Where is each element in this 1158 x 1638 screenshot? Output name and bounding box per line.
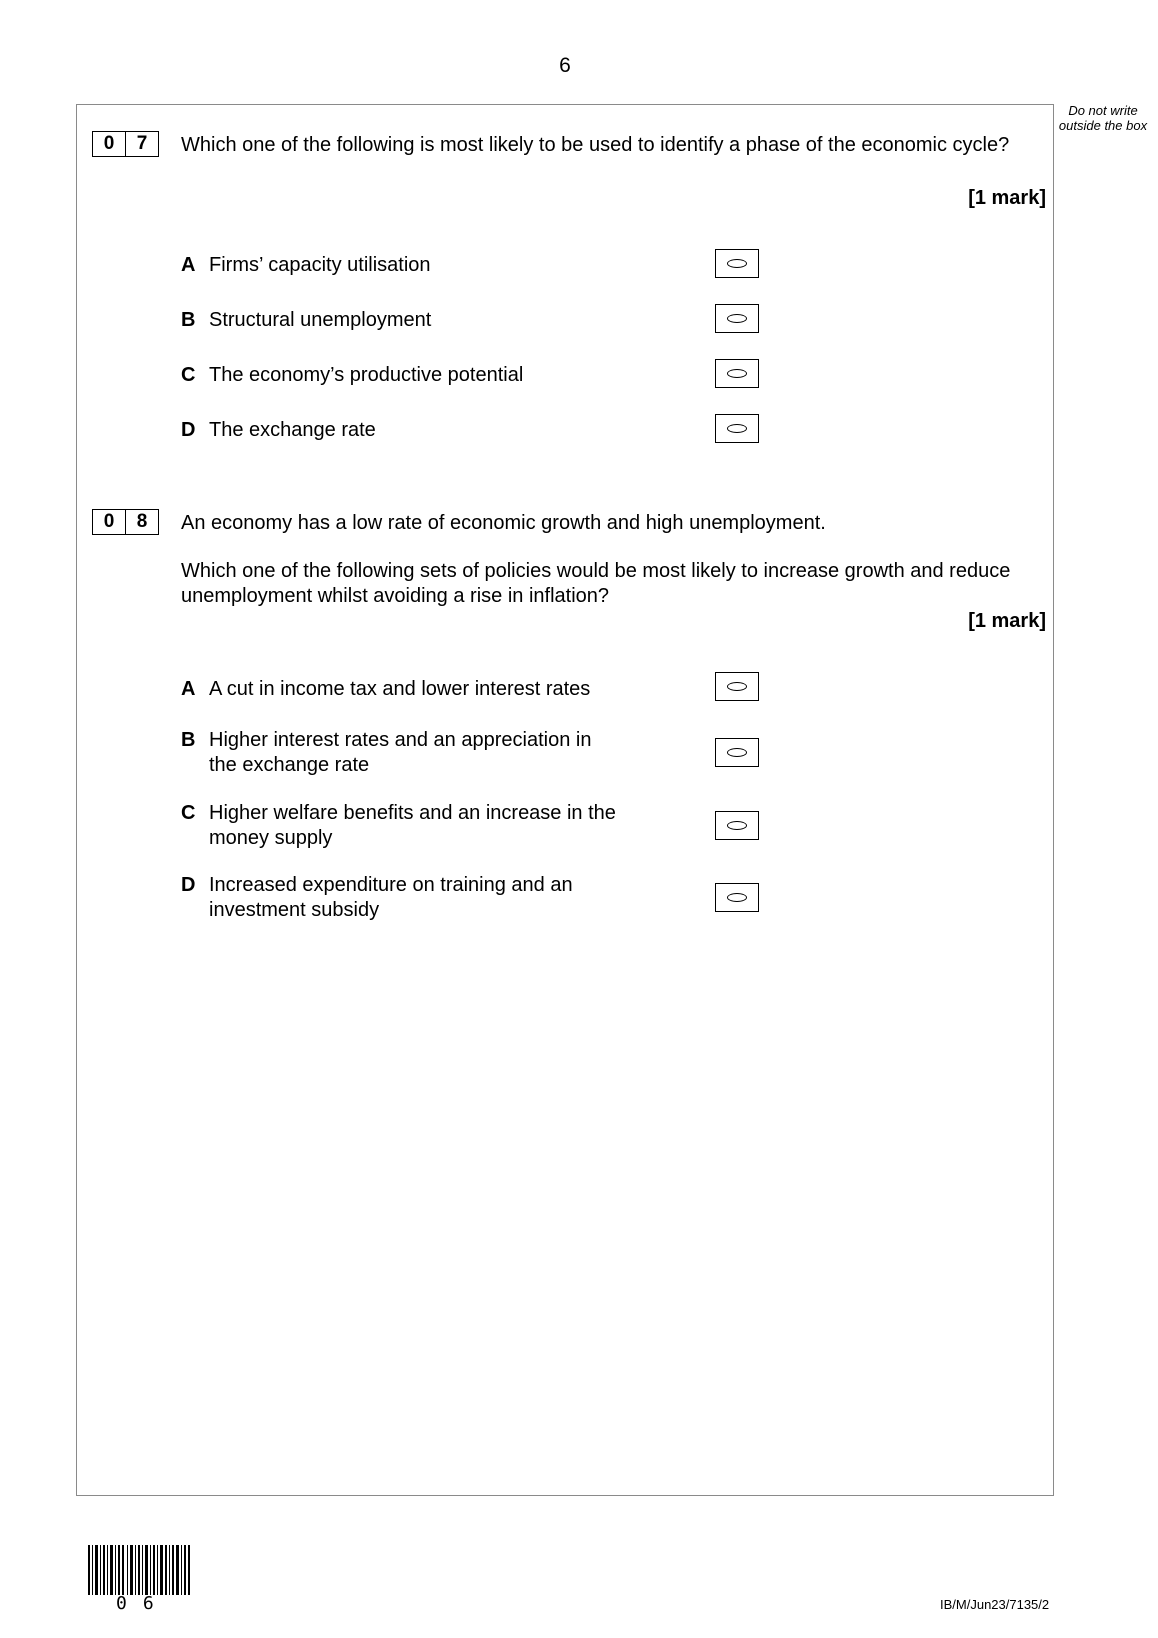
- answer-box-a[interactable]: [715, 249, 759, 278]
- answer-box-a[interactable]: [715, 672, 759, 701]
- oval-icon: [727, 259, 747, 268]
- option-letter: C: [181, 802, 196, 824]
- question-digit: 7: [125, 132, 158, 156]
- option-letter: B: [181, 309, 196, 331]
- option-letter: D: [181, 419, 196, 441]
- option-text: Structural unemployment: [209, 309, 432, 331]
- question-text: Which one of the following is most likely to be used to identify a phase of the economic cycle?: [181, 134, 1010, 156]
- option-text: Higher interest rates and an appreciation in the exchange rate: [209, 729, 592, 776]
- question-text: Which one of the following sets of policies would be most likely to increase growth and reduce unemployment whilst avoiding a rise in inflation?: [181, 560, 1011, 607]
- page-number: 6: [559, 54, 571, 77]
- question-number-box: [92, 509, 159, 535]
- oval-icon: [727, 682, 747, 691]
- option-letter: D: [181, 874, 196, 896]
- option-text: The economy’s productive potential: [209, 364, 524, 386]
- marks-label: [1 mark]: [968, 187, 1046, 209]
- barcode-icon: [86, 1545, 192, 1595]
- oval-icon: [727, 424, 747, 433]
- option-text: A cut in income tax and lower interest rates: [209, 678, 591, 700]
- marks-label: [1 mark]: [968, 610, 1046, 632]
- oval-icon: [727, 369, 747, 378]
- oval-icon: [727, 893, 747, 902]
- option-d: [181, 418, 641, 443]
- option-a: [181, 253, 641, 278]
- option-c: [181, 801, 621, 851]
- answer-box-c[interactable]: [715, 811, 759, 840]
- option-text: The exchange rate: [209, 419, 376, 441]
- option-letter: B: [181, 729, 196, 751]
- option-a: [181, 677, 641, 702]
- question-intro: An economy has a low rate of economic growth and high unemployment.: [181, 512, 826, 534]
- option-letter: C: [181, 364, 196, 386]
- paper-reference: IB/M/Jun23/7135/2: [940, 1597, 1050, 1612]
- oval-icon: [727, 314, 747, 323]
- answer-box-d[interactable]: [715, 414, 759, 443]
- margin-note: Do not write outside the box: [1058, 103, 1148, 133]
- option-text: Increased expenditure on training and an investment subsidy: [209, 874, 573, 921]
- question-digit: 0: [103, 133, 115, 154]
- option-letter: A: [181, 678, 196, 700]
- option-c: [181, 363, 641, 388]
- option-d: [181, 873, 621, 923]
- oval-icon: [727, 821, 747, 830]
- option-text: Higher welfare benefits and an increase in the money supply: [209, 802, 616, 849]
- question-digit: 8: [125, 510, 158, 534]
- option-b: [181, 308, 641, 333]
- question-digit: 0: [103, 511, 115, 532]
- answer-box-b[interactable]: [715, 738, 759, 767]
- option-letter: A: [181, 254, 196, 276]
- answer-box-b[interactable]: [715, 304, 759, 333]
- answer-box-c[interactable]: [715, 359, 759, 388]
- barcode-number: 06: [116, 1593, 170, 1614]
- oval-icon: [727, 748, 747, 757]
- question-number-box: [92, 131, 159, 157]
- option-text: Firms’ capacity utilisation: [209, 254, 431, 276]
- option-b: [181, 728, 621, 778]
- answer-box-d[interactable]: [715, 883, 759, 912]
